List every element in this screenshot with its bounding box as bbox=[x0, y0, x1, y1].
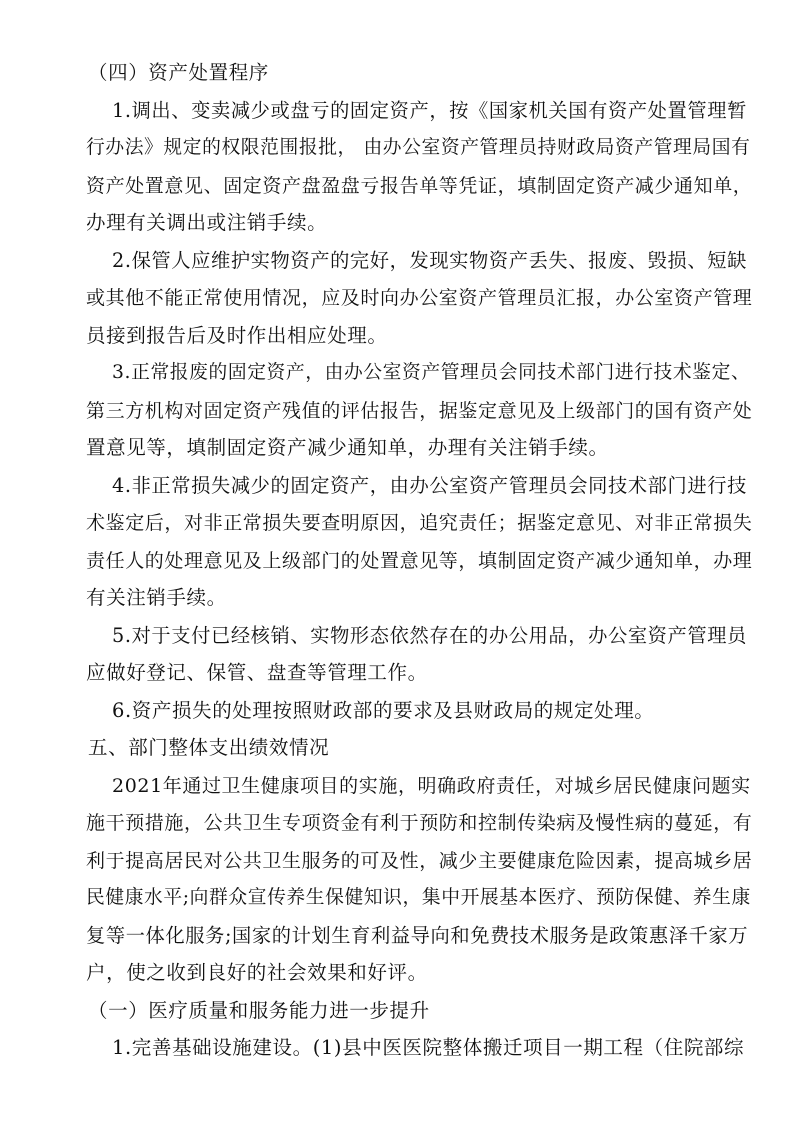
paragraph-line: 利于提高居民对公共卫生服务的可及性，减少主要健康危险因素，提高城乡居 bbox=[86, 850, 753, 872]
paragraph-line: 第三方机构对固定资产残值的评估报告，据鉴定意见及上级部门的国有资产处 bbox=[86, 400, 753, 422]
paragraph-line: 办理有关调出或注销手续。 bbox=[86, 211, 328, 234]
paragraph-line: 3.正常报废的固定资产，由办公室资产管理员会同技术部门进行技术鉴定、 bbox=[112, 362, 751, 383]
paragraph-line: 术鉴定后，对非正常损失要查明原因，追究责任；据鉴定意见、对非正常损失 bbox=[86, 512, 753, 534]
paragraph-line: 责任人的处理意见及上级部门的处置意见等，填制固定资产减少通知单，办理 bbox=[86, 550, 753, 572]
paragraph-line: 有关注销手续。 bbox=[86, 586, 227, 609]
section-heading: 五、部门整体支出绩效情况 bbox=[88, 736, 330, 759]
paragraph-line: 施干预措施，公共卫生专项资金有利于预防和控制传染病及慢性病的蔓延，有 bbox=[86, 812, 753, 834]
paragraph-line: 1.调出、变卖减少或盘亏的固定资产，按《国家机关国有资产处置管理暂 bbox=[112, 99, 747, 122]
paragraph-line: 行办法》规定的权限范围报批， 由办公室资产管理员持财政局资产管理局国有 bbox=[86, 137, 751, 158]
paragraph-line: 复等一体化服务;国家的计划生育利益导向和免费技术服务是政策惠泽千家万 bbox=[86, 924, 749, 947]
paragraph-line: 员接到报告后及时作出相应处理。 bbox=[86, 324, 388, 347]
paragraph-line: 1.完善基础设施建设。(1)县中医医院整体搬迁项目一期工程（住院部综 bbox=[112, 1036, 745, 1059]
paragraph-line: 户，使之收到良好的社会效果和好评。 bbox=[86, 961, 428, 984]
paragraph-line: 2.保管人应维护实物资产的完好，发现实物资产丢失、报废、毁损、短缺 bbox=[112, 249, 747, 272]
paragraph-line: 应做好登记、保管、盘查等管理工作。 bbox=[86, 661, 428, 684]
paragraph-line: 置意见等，填制固定资产减少通知单，办理有关注销手续。 bbox=[86, 436, 609, 459]
paragraph-line: 资产处置意见、固定资产盘盈盘亏报告单等凭证，填制固定资产减少通知单， bbox=[86, 175, 753, 197]
paragraph-line: 2021年通过卫生健康项目的实施，明确政府责任，对城乡居民健康问题实 bbox=[112, 775, 751, 797]
paragraph-line: 或其他不能正常使用情况，应及时向办公室资产管理员汇报，办公室资产管理 bbox=[86, 287, 753, 309]
section-heading: （四）资产处置程序 bbox=[88, 61, 269, 84]
paragraph-line: 民健康水平;向群众宣传养生保健知识，集中开展基本医疗、预防保健、养生康 bbox=[86, 887, 751, 908]
paragraph-line: 4.非正常损失减少的固定资产，由办公室资产管理员会同技术部门进行技 bbox=[112, 474, 747, 497]
section-heading: （一）医疗质量和服务能力进一步提升 bbox=[88, 999, 430, 1022]
paragraph-line: 5.对于支付已经核销、实物形态依然存在的办公用品，办公室资产管理员 bbox=[112, 624, 747, 647]
paragraph-line: 6.资产损失的处理按照财政部的要求及县财政局的规定处理。 bbox=[112, 699, 655, 722]
